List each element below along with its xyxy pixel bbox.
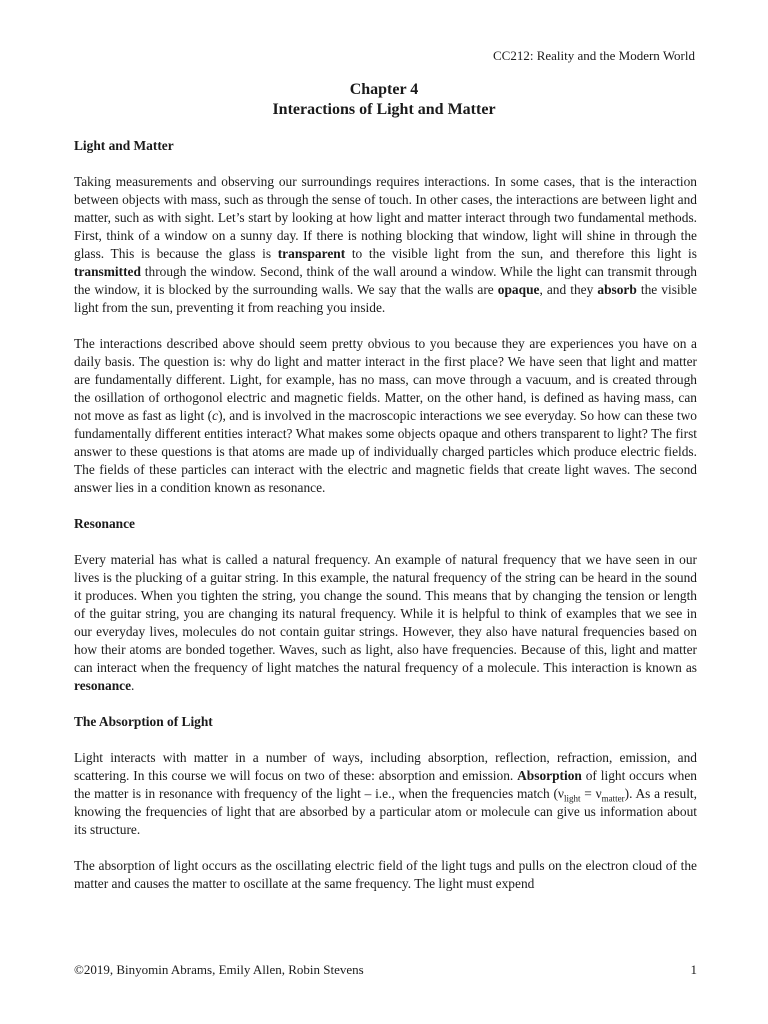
term-transparent: transparent	[277, 246, 346, 261]
symbol-c: c	[212, 408, 219, 423]
copyright-notice: ©2019, Binyomin Abrams, Emily Allen, Robin Stevens	[74, 962, 364, 977]
document-body	[74, 137, 697, 893]
chapter-number: Chapter 4	[349, 81, 419, 98]
course-header: CC212: Reality and the Modern World	[493, 48, 695, 63]
section-heading-resonance: Resonance	[74, 516, 135, 531]
section-heading-absorption: The Absorption of Light	[74, 714, 213, 729]
paragraph-absorption-2: The absorption of light occurs as the oscillating electric field of the light tugs and pulls on the electron cloud of the matter and causes the matter to oscillate at the same frequency. The light must expend	[74, 858, 697, 891]
chapter-title: Interactions of Light and Matter	[272, 101, 496, 118]
term-transmitted: transmitted	[74, 264, 141, 279]
subscript-light: light	[563, 793, 581, 804]
term-absorb: absorb	[597, 282, 637, 297]
paragraph-light-matter-2: The interactions described above should seem pretty obvious to you because they are experiences you have on a daily basis. The question is: why do light and matter interact in the first place? We have seen that light and matter are fundamentally different. Light, for example, has no mass, can move through a vacuum, and is created through the osillation of orthogonol electric and magnetic fields. Matter, on the other hand, is defined as having mass, can not move as fast as light (c), and is involved in the macroscopic interactions we see everyday. So how can these two fundamentally different entities interact? What makes some objects opaque and others transparent to light? The first answer to these questions is that atoms are made up of individually charged particles which produce electric fields. The fields of these particles can interact with the electric and magnetic fields that create light waves. The second answer lies in a condition known as resonance.	[74, 336, 698, 495]
paragraph-light-matter-1: Taking measurements and observing our surroundings requires interactions. In some cases, that is the interaction between objects with mass, such as through the sense of touch. In other cases, the interactions are between light and matter, such as with sight. Let’s start by looking at how light and matter interact through two fundamental methods. First, think of a window on a sunny day. If there is nothing blocking that window, light will shine in through the glass. This is because the glass is transparent to the visible light from the sun, and therefore this light is transmitted through the window. Second, think of the wall around a window. While the light can transmit through the window, it is blocked by the surrounding walls. We say that the walls are opaque, and they absorb the visible light from the sun, preventing it from reaching you inside.	[74, 174, 697, 315]
paragraph-absorption-1: Light interacts with matter in a number of ways, including absorption, reflection, refraction, emission, and scattering. In this course we will focus on two of these: absorption and emission. Absorption of light occurs when the matter is in resonance with frequency of the light – i.e., when the frequencies match $(\nu_{light} = \nu_{matter})$. As a result, knowing the frequencies of light that are absorbed by a particular atom or molecule can give us information about its structure.	[74, 750, 697, 837]
paragraph-resonance-1: Every material has what is called a natural frequency. An example of natural frequency that we have seen in our lives is the plucking of a guitar string. In this example, the natural frequency of the string can be heard in the sound it produces. When you tighten the string, you change the sound. This means that by changing the tension or length of the guitar string, you are changing its natural frequency. While it is helpful to think of examples that we see in our everyday lives, molecules do not contain guitar strings. However, they also have natural frequencies based on how their atoms are bonded together. Waves, such as light, also have frequencies. Because of this, light and matter can interact when the frequency of light matches the natural frequency of a molecule. This interaction is known as resonance.	[74, 552, 697, 693]
page-number: 1	[690, 962, 697, 977]
term-absorption: Absorption	[517, 768, 582, 783]
term-resonance: resonance	[74, 678, 132, 693]
subscript-matter: matter	[601, 793, 625, 804]
term-opaque: opaque	[497, 282, 540, 297]
section-heading-light-and-matter: Light and Matter	[74, 138, 174, 153]
title-block	[0, 80, 768, 120]
